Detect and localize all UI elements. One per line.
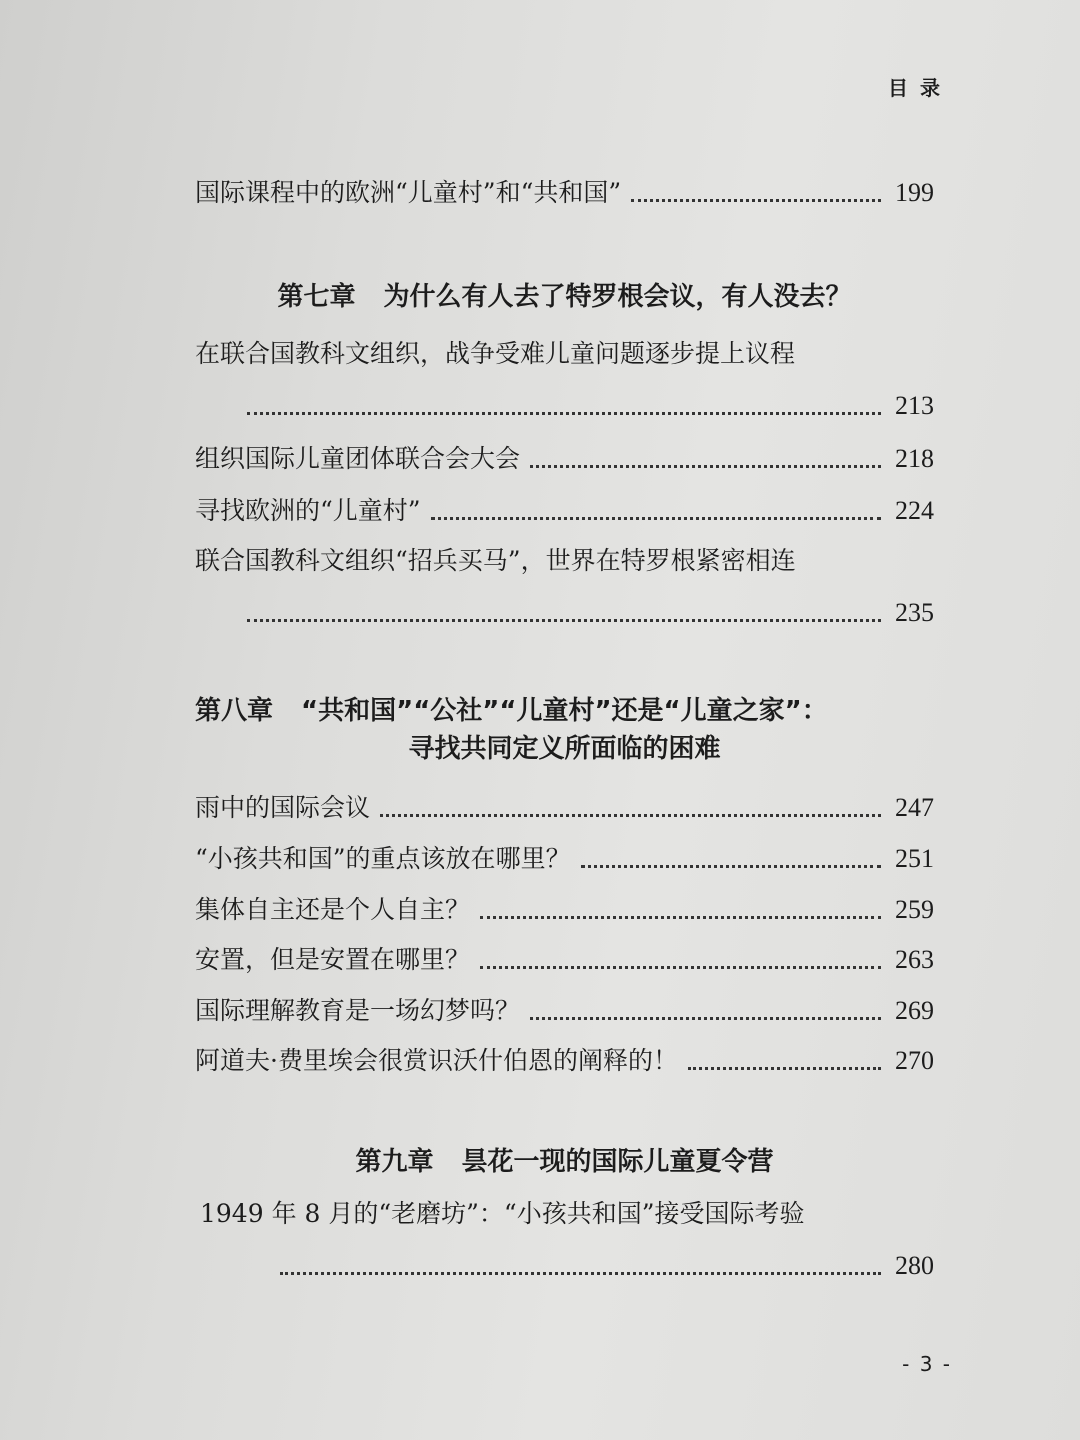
toc-leader-dots <box>581 865 881 868</box>
chapter-label: 第八章 <box>195 696 274 726</box>
toc-entry-page: 251 <box>895 844 934 873</box>
page-header-title: 目录 <box>888 76 952 100</box>
toc-entry[interactable] <box>195 841 934 877</box>
toc-entry[interactable] <box>195 892 934 928</box>
toc-entry-title: 组织国际儿童团体联合会大会 <box>195 444 521 473</box>
toc-entry[interactable] <box>195 493 934 529</box>
chapter-title: 为什么有人去了特罗根会议，有人没去？ <box>383 282 852 312</box>
toc-entry[interactable] <box>195 543 934 631</box>
toc-entry[interactable] <box>195 1043 934 1079</box>
toc-entry-title: 安置，但是安置在哪里？ <box>195 945 471 974</box>
toc-leader-dots <box>380 814 881 817</box>
toc-leader-dots <box>431 517 881 520</box>
chapter-label: 第九章 <box>355 1147 434 1177</box>
toc-entry-page: 199 <box>895 178 934 207</box>
toc-entry-page: 218 <box>895 444 934 473</box>
toc-entry-title: 1949 年 8 月的“老磨坊”：“小孩共和国”接受国际考验 <box>200 1199 805 1228</box>
toc-entry[interactable] <box>195 175 934 211</box>
toc-leader-dots <box>631 199 881 202</box>
toc-entry[interactable] <box>195 790 934 826</box>
toc-entry-title: 阿道夫·费里埃会很赏识沃什伯恩的阐释的！ <box>195 1046 678 1075</box>
toc-entry[interactable] <box>195 441 934 477</box>
toc-entry-page: 259 <box>895 895 934 924</box>
toc-entry-page: 263 <box>895 945 934 974</box>
toc-leader-dots <box>247 619 881 622</box>
toc-entry-page: 235 <box>895 598 934 627</box>
toc-leader-dots <box>247 412 881 415</box>
toc-leader-dots <box>480 966 881 969</box>
chapter-heading <box>195 278 934 316</box>
toc-entry-page: 269 <box>895 996 934 1025</box>
toc-entry-title: 集体自主还是个人自主？ <box>195 895 471 924</box>
toc-entry[interactable] <box>195 942 934 978</box>
toc-leader-dots <box>688 1067 881 1070</box>
toc-entry-page: 224 <box>895 496 934 525</box>
toc-entry-title: 雨中的国际会议 <box>195 793 371 822</box>
chapter-heading <box>195 692 934 768</box>
toc-entry[interactable] <box>195 336 934 424</box>
toc-entry-page: 280 <box>895 1251 934 1280</box>
toc-leader-dots <box>530 1017 881 1020</box>
toc-entry-title: 国际课程中的欧洲“儿童村”和“共和国” <box>195 178 622 207</box>
toc-entry-title: “小孩共和国”的重点该放在哪里？ <box>195 844 571 873</box>
toc-entry-page: 270 <box>895 1046 934 1075</box>
chapter-title-line1: “共和国”“公社”“儿童村”还是“儿童之家”： <box>301 696 828 726</box>
toc-entry-title: 国际理解教育是一场幻梦吗？ <box>195 996 521 1025</box>
toc-entry-title: 寻找欧洲的“儿童村” <box>195 496 421 525</box>
toc-entry-title: 在联合国教科文组织，战争受难儿童问题逐步提上议程 <box>195 339 796 368</box>
toc-leader-dots <box>530 465 881 468</box>
chapter-title-line2: 寻找共同定义所面临的困难 <box>408 734 721 764</box>
toc-entry-page: 213 <box>895 391 934 420</box>
toc-entry-page: 247 <box>895 793 934 822</box>
page-number: - 3 - <box>902 1352 952 1376</box>
toc-entry-title: 联合国教科文组织“招兵买马”，世界在特罗根紧密相连 <box>195 546 796 575</box>
chapter-heading <box>195 1143 934 1181</box>
toc-leader-dots <box>280 1272 881 1275</box>
chapter-label: 第七章 <box>277 282 356 312</box>
toc-entry[interactable] <box>195 993 934 1029</box>
toc-entry[interactable] <box>200 1196 934 1284</box>
toc-leader-dots <box>480 916 881 919</box>
chapter-title: 昙花一现的国际儿童夏令营 <box>461 1147 774 1177</box>
